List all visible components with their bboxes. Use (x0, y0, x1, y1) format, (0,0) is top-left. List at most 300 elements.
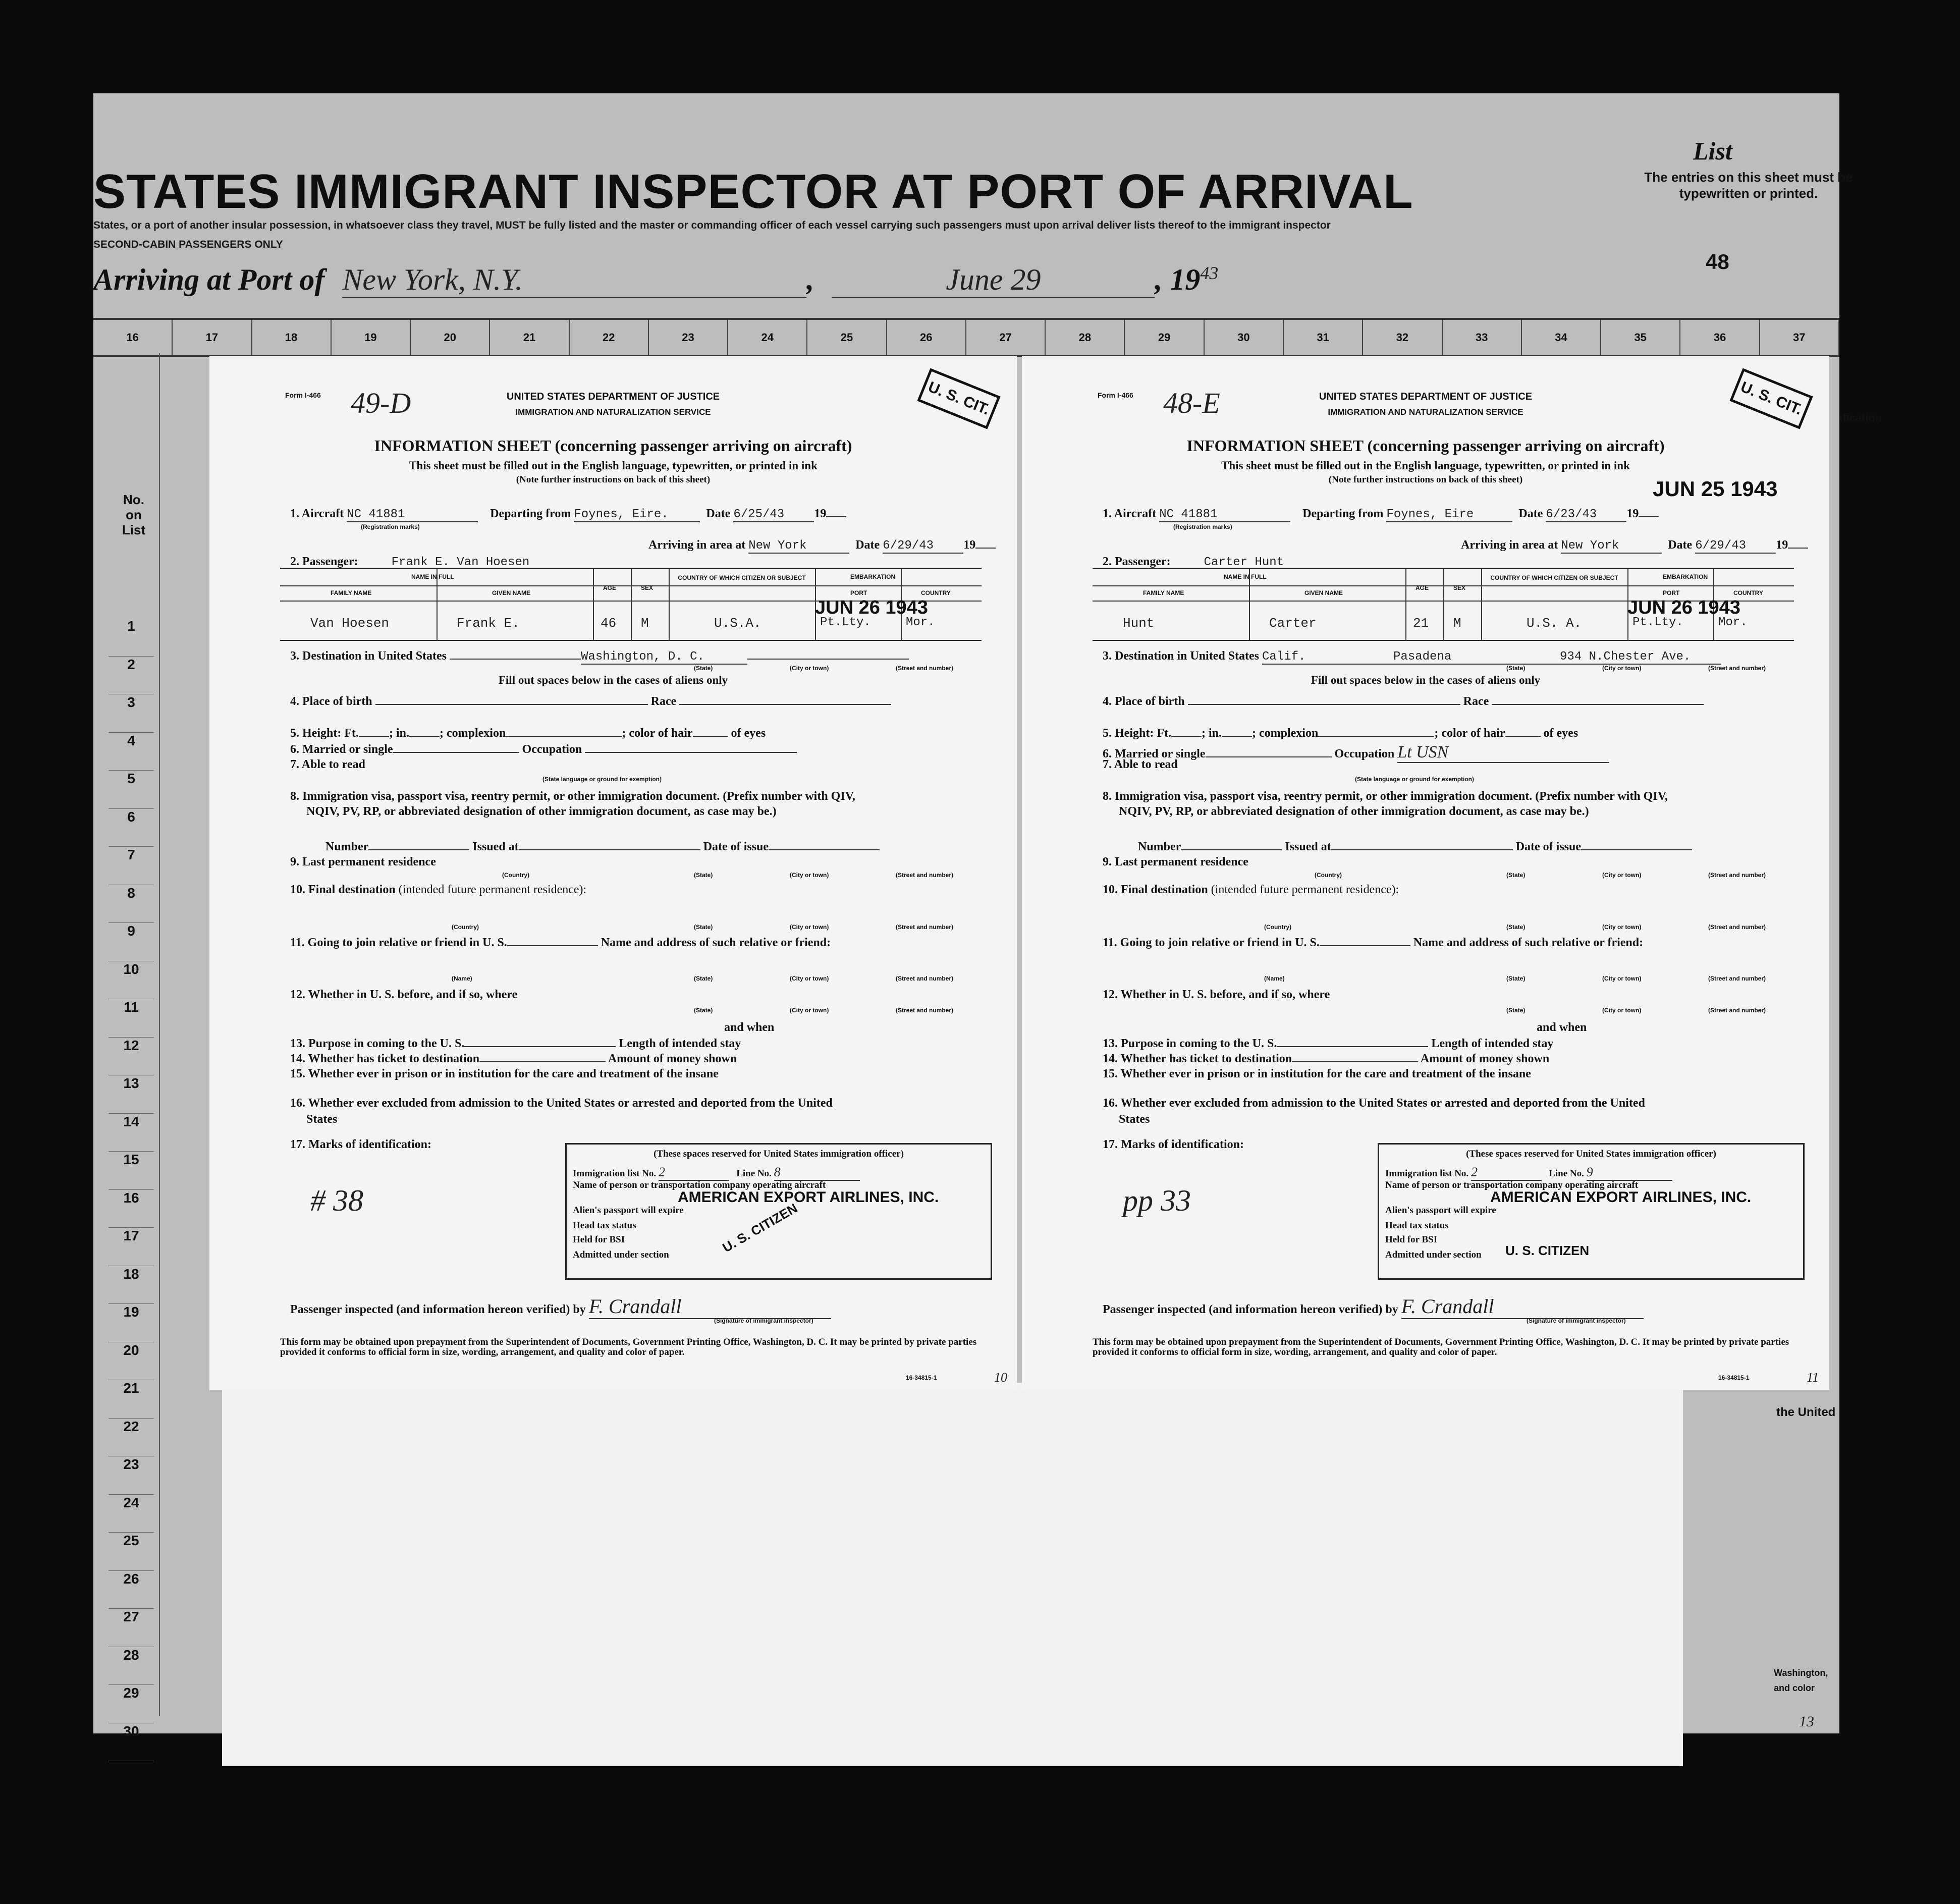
line-and-when (290, 1021, 774, 1035)
state-caption: (State) (694, 923, 713, 931)
prison-label: 15. Whether ever in prison or in institution for the care and treatment of the insane (1103, 1067, 1531, 1080)
final-destination-note: (intended future permanent residence): (398, 883, 587, 896)
service-name: IMMIGRATION AND NATURALIZATION SERVICE (515, 407, 711, 417)
line-aircraft (290, 507, 846, 522)
state-caption: (State) (1506, 1007, 1526, 1014)
handwritten-mark: # 38 (310, 1184, 363, 1217)
held-bsi-label: Held for BSI (1385, 1234, 1438, 1245)
column-number: 31 (1284, 320, 1363, 355)
row-number: 30 (108, 1723, 154, 1762)
row-number: 15 (108, 1152, 154, 1190)
row-number: 18 (108, 1266, 154, 1304)
us-before-label: 12. Whether in U. S. before, and if so, where (1103, 988, 1330, 1001)
header-embarkation: EMBARKATION (1663, 573, 1708, 580)
final-destination-label: 10. Final destination (1103, 883, 1208, 896)
line-no-label: Line No. (1549, 1168, 1584, 1179)
passenger-label: 2. Passenger: (290, 555, 358, 568)
officer-box (1378, 1143, 1805, 1280)
citizenship-value: U.S.A. (714, 616, 761, 631)
divider (159, 353, 160, 1716)
arriving-label: Arriving in area at (1461, 538, 1558, 552)
eyes-label: of eyes (1543, 727, 1578, 740)
street-caption: (Street and number) (1708, 923, 1766, 931)
sheet-heading: INFORMATION SHEET (concerning passenger arriving on aircraft) (374, 437, 852, 455)
destination-state (450, 659, 581, 660)
depart-date: 6/25/43 (733, 508, 814, 522)
column-number: 22 (570, 320, 649, 355)
list-no-label: Immigration list No. (1385, 1168, 1469, 1179)
header-country: COUNTRY (1733, 589, 1763, 596)
margin-text-washington: Washington, (1774, 1668, 1828, 1678)
destination-street (747, 659, 909, 660)
race-label: Race (650, 695, 677, 708)
race-label: Race (1463, 695, 1489, 708)
no-on-list-header: No. on List (122, 492, 146, 537)
arriving-label: Arriving in area at (648, 538, 746, 552)
able-to-read-label: 7. Able to read (1103, 758, 1178, 771)
embarkation-country-value: Mor. (1718, 616, 1748, 629)
hair-label: ; color of hair (1434, 727, 1505, 740)
margin-text-united: the United (1776, 1405, 1836, 1419)
date-of-issue-label: Date of issue (1515, 840, 1582, 853)
street-caption: (Street and number) (896, 1007, 954, 1014)
signature-caption: (Signature of immigrant inspector) (714, 1317, 813, 1324)
row-number: 19 (108, 1304, 154, 1342)
state-caption: (State) (1506, 923, 1526, 931)
column-number: 37 (1760, 320, 1839, 355)
column-number: 36 (1680, 320, 1760, 355)
country-caption: (Country) (1264, 923, 1291, 931)
row-number: 25 (108, 1533, 154, 1571)
excluded-label: 16. Whether ever excluded from admission to the United States or arrested and deported from the United (290, 1097, 833, 1110)
signature-caption: (Signature of immigrant inspector) (1527, 1317, 1626, 1324)
officer-box (565, 1143, 992, 1280)
line-birth (290, 695, 891, 709)
complexion-label: ; complexion (440, 727, 506, 740)
list-no-value: 2 (1471, 1165, 1542, 1181)
destination-city: Pasadena (1393, 650, 1560, 665)
us-citizen-stamp: U. S. CIT. (917, 368, 1000, 429)
row-number: 3 (108, 694, 154, 733)
line-purpose (1103, 1037, 1553, 1051)
row-number: 9 (108, 923, 154, 961)
column-number: 18 (252, 320, 332, 355)
city-caption: (City or town) (1602, 923, 1642, 931)
line-final-destination (290, 883, 586, 897)
visa-line-2: NQIV, PV, RP, or abbreviated designation of other immigration document, as case may be.) (1119, 805, 1589, 818)
visa-line-1: 8. Immigration visa, passport visa, reentry permit, or other immigration document. (Prefix number with QIV, (1103, 790, 1668, 803)
street-caption: (Street and number) (1708, 1007, 1766, 1014)
line-inspected (290, 1294, 831, 1319)
inches-label: ; in. (1201, 727, 1222, 740)
occupation-label: Occupation (1334, 747, 1395, 760)
embarkation-date-stamp: JUN 26 1943 (815, 597, 928, 618)
port-value: Pt.Lty. (820, 616, 871, 629)
inspected-label: Passenger inspected (and information hereon verified) by (1103, 1303, 1398, 1316)
row-number: 11 (108, 999, 154, 1038)
row-number: 26 (108, 1571, 154, 1609)
company-value: AMERICAN EXPORT AIRLINES, INC. (1490, 1189, 1752, 1206)
city-caption: (City or town) (790, 1007, 829, 1014)
inspected-label: Passenger inspected (and information hereon verified) by (290, 1303, 586, 1316)
arrive-date: 6/29/43 (883, 539, 963, 554)
state-caption: (State) (1506, 975, 1526, 982)
column-number: 30 (1205, 320, 1284, 355)
line-join-relative (1103, 936, 1643, 950)
port-value: Pt.Lty. (1632, 616, 1683, 629)
header-embarkation: EMBARKATION (850, 573, 896, 580)
place-of-birth-label: 4. Place of birth (290, 695, 372, 708)
instruction-note: (Note further instructions on back of this sheet) (516, 474, 711, 485)
registration-marks-label: (Registration marks) (361, 523, 420, 530)
year-19: 19 (1776, 538, 1788, 552)
instruction-line: This sheet must be filled out in the English language, typewritten, or printed in ink (409, 459, 818, 472)
city-caption: (City or town) (1602, 665, 1642, 672)
family-name-value: Van Hoesen (310, 616, 390, 631)
excluded-label-2: States (306, 1113, 338, 1126)
state-caption: (State) (694, 1007, 713, 1014)
issued-at-label: Issued at (1285, 840, 1331, 853)
line-married (290, 743, 797, 756)
line-final-destination (1103, 883, 1399, 897)
place-of-birth-label: 4. Place of birth (1103, 695, 1185, 708)
officer-box-title: (These spaces reserved for United States immigration officer) (654, 1149, 904, 1159)
ticket-label: 14. Whether has ticket to destination (290, 1052, 480, 1065)
occupation-value (585, 752, 797, 753)
depart-date: 6/23/43 (1546, 508, 1626, 522)
arriving-label: Arriving at Port of (93, 263, 325, 296)
inspector-signature: F. Crandall (1401, 1294, 1644, 1319)
state-caption: (State) (694, 975, 713, 982)
marital-label: 6. Married or single (1103, 747, 1206, 760)
row-number: 5 (108, 771, 154, 809)
page-number: 48 (1706, 250, 1729, 274)
line-excluded-2 (1103, 1113, 1150, 1126)
header-citizenship: COUNTRY OF WHICH CITIZEN OR SUBJECT (1490, 574, 1618, 581)
passenger-name: Frank E. Van Hoesen (391, 556, 530, 569)
line-height (290, 727, 766, 740)
year-19: 19 (814, 507, 827, 520)
arrive-date: 6/29/43 (1695, 539, 1776, 554)
aircraft-value: NC 41881 (347, 508, 478, 522)
destination-label: 3. Destination in United States (1103, 649, 1260, 663)
purpose-label: 13. Purpose in coming to the U. S. (1103, 1037, 1277, 1050)
city-caption: (City or town) (1602, 975, 1642, 982)
destination-state: Calif. (1262, 650, 1393, 665)
company-label: Name of person or transportation company operating aircraft (573, 1180, 826, 1190)
line-marks (1103, 1138, 1244, 1152)
city-caption: (City or town) (790, 923, 829, 931)
line-passenger (290, 555, 529, 569)
embarkation-date-stamp: JUN 26 1943 (1627, 597, 1740, 618)
instruction-line: This sheet must be filled out in the English language, typewritten, or printed in ink (1221, 459, 1630, 472)
line-prison (1103, 1067, 1531, 1081)
line-prison (290, 1067, 719, 1081)
stay-label: Length of intended stay (1431, 1037, 1554, 1050)
admitted-value-stamp: U. S. CITIZEN (1505, 1243, 1590, 1258)
row-number: 8 (108, 885, 154, 923)
row-number: 21 (108, 1380, 154, 1419)
passenger-table (1093, 568, 1794, 641)
line-join-relative (290, 936, 831, 950)
line-no-value: 9 (1587, 1165, 1672, 1181)
line-destination (290, 649, 909, 665)
header-country: COUNTRY (921, 589, 951, 596)
line-excluded (1103, 1097, 1645, 1110)
line-read (290, 758, 365, 772)
year-19: 19 (1626, 507, 1639, 520)
height-label: 5. Height: Ft. (290, 727, 359, 740)
line-visa-2 (290, 805, 777, 819)
eyes-label: of eyes (731, 727, 766, 740)
header-age: AGE (1415, 584, 1429, 591)
row-number: 14 (108, 1114, 154, 1152)
date-value: June 29 (832, 262, 1155, 298)
margin-text-identification: ification (1839, 411, 1882, 424)
arriving-value: New York (748, 539, 849, 554)
destination-city: Washington, D. C. (581, 650, 747, 665)
row-number: 20 (108, 1342, 154, 1381)
sex-value: M (641, 616, 649, 631)
destination-street: 934 N.Chester Ave. (1560, 650, 1721, 665)
row-number: 17 (108, 1228, 154, 1266)
and-when-label: and when (724, 1021, 775, 1034)
line-visa-1 (1103, 790, 1668, 803)
line-last-residence (1103, 855, 1248, 869)
row-number: 10 (108, 961, 154, 1000)
stay-label: Length of intended stay (619, 1037, 741, 1050)
last-residence-label: 9. Last permanent residence (290, 855, 436, 868)
street-caption: (Street and number) (1708, 975, 1766, 982)
column-number: 20 (411, 320, 490, 355)
manifest-subtitle-2: SECOND-CABIN PASSENGERS ONLY (93, 239, 283, 250)
header-family-name: FAMILY NAME (331, 589, 372, 596)
header-given-name: GIVEN NAME (1304, 589, 1343, 596)
purpose-label: 13. Purpose in coming to the U. S. (290, 1037, 465, 1050)
us-before-label: 12. Whether in U. S. before, and if so, where (290, 988, 518, 1001)
relative-name-label: Name and address of such relative or friend: (1413, 936, 1644, 949)
join-relative-label: 11. Going to join relative or friend in U. S. (1103, 936, 1320, 949)
column-number: 25 (807, 320, 887, 355)
inches-label: ; in. (389, 727, 409, 740)
age-value: 21 (1413, 616, 1429, 631)
column-number: 27 (966, 320, 1046, 355)
handwritten-sheet-id: 49-D (351, 387, 411, 419)
number-label: Number (1138, 840, 1181, 853)
prison-label: 15. Whether ever in prison or in institution for the care and treatment of the insane (290, 1067, 719, 1080)
list-no-label: Immigration list No. (573, 1168, 657, 1179)
header-name-in-full: NAME IN FULL (1224, 573, 1267, 580)
column-number: 32 (1363, 320, 1442, 355)
aircraft-value: NC 41881 (1159, 508, 1290, 522)
line-last-residence (290, 855, 436, 869)
margin-corner-number: 13 (1799, 1713, 1814, 1730)
final-destination-note: (intended future permanent residence): (1211, 883, 1399, 896)
row-number: 13 (108, 1075, 154, 1114)
service-name: IMMIGRATION AND NATURALIZATION SERVICE (1328, 407, 1523, 417)
city-caption: (City or town) (790, 665, 829, 672)
destination-label: 3. Destination in United States (290, 649, 447, 663)
header-port: PORT (1663, 589, 1680, 596)
occupation-value: Lt USN (1397, 743, 1609, 763)
line-arriving (290, 538, 996, 554)
citizenship-value: U.S. A. (1527, 616, 1582, 631)
line-ticket (1103, 1052, 1549, 1066)
form-footer: This form may be obtained upon prepayment from the Superintendent of Documents, Government Printing Office, Washington, D. C. It may be printed by private parties provided it conforms to official form in size, wording, arrangement, and quality and color of paper. (280, 1337, 977, 1357)
company-value: AMERICAN EXPORT AIRLINES, INC. (678, 1189, 939, 1206)
passport-expire-label: Alien's passport will expire (573, 1205, 684, 1216)
instruction-note: (Note further instructions on back of this sheet) (1328, 474, 1523, 485)
passenger-label: 2. Passenger: (1103, 555, 1171, 568)
corner-number: 10 (994, 1370, 1007, 1385)
able-to-read-label: 7. Able to read (290, 758, 365, 771)
line-no-value: 8 (774, 1165, 860, 1181)
header-citizenship: COUNTRY OF WHICH CITIZEN OR SUBJECT (678, 574, 806, 581)
state-caption: (State) (1506, 872, 1526, 879)
visa-line-2: NQIV, PV, RP, or abbreviated designation of other immigration document, as case may be.) (306, 805, 777, 818)
line-read (1103, 758, 1178, 772)
marks-label: 17. Marks of identification: (1103, 1138, 1244, 1151)
occupation-label: Occupation (522, 743, 582, 756)
admitted-label: Admitted under section (1385, 1249, 1482, 1260)
city-caption: (City or town) (790, 975, 829, 982)
row-number: 29 (108, 1685, 154, 1723)
family-name-value: Hunt (1123, 616, 1155, 631)
name-caption: (Name) (452, 975, 472, 982)
us-citizen-stamp: U. S. CIT. (1729, 368, 1813, 429)
name-caption: (Name) (1264, 975, 1285, 982)
street-caption: (Street and number) (1708, 872, 1766, 879)
column-number: 19 (332, 320, 411, 355)
company-label: Name of person or transportation company operating aircraft (1385, 1180, 1639, 1190)
money-label: Amount of money shown (608, 1052, 737, 1065)
form-footer: This form may be obtained upon prepayment from the Superintendent of Documents, Government Printing Office, Washington, D. C. It may be printed by private parties provided it conforms to official form in size, wording, arrangement, and quality and color of paper. (1093, 1337, 1789, 1357)
departing-label: Departing from (1302, 507, 1384, 520)
row-number: 6 (108, 809, 154, 847)
date-of-issue-label: Date of issue (703, 840, 769, 853)
country-caption: (Country) (452, 923, 479, 931)
line-us-before (290, 988, 517, 1002)
passenger-name: Carter Hunt (1204, 556, 1284, 569)
form-number: Form I-466 (1098, 391, 1133, 399)
print-code: 16-34815-1 (906, 1374, 937, 1381)
header-sex: SEX (641, 584, 654, 591)
margin-text-color: and color (1774, 1683, 1815, 1693)
arriving-line: Arriving at Port of New York, N.Y. , June 29 , $19^{43}$ (93, 262, 1218, 298)
hair-label: ; color of hair (622, 727, 693, 740)
year-prefix: 19 (1170, 263, 1201, 296)
line-arriving (1103, 538, 1808, 554)
state-caption: (State) (1506, 665, 1526, 672)
aircraft-label: 1. Aircraft (1103, 507, 1157, 520)
header-port: PORT (850, 589, 867, 596)
line-marks (290, 1138, 431, 1152)
read-note: (State language or ground for exemption) (542, 776, 662, 783)
line-passenger (1103, 555, 1284, 569)
received-date-stamp: JUN 25 1943 (1653, 477, 1778, 501)
column-number: 29 (1125, 320, 1204, 355)
date-label: Date (706, 507, 731, 520)
held-bsi-label: Held for BSI (573, 1234, 625, 1245)
line-excluded (290, 1097, 833, 1110)
join-relative-label: 11. Going to join relative or friend in U. S. (290, 936, 507, 949)
line-us-before (1103, 988, 1330, 1002)
embarkation-country-value: Mor. (906, 616, 935, 629)
column-number: 23 (649, 320, 728, 355)
aliens-only-note: Fill out spaces below in the cases of aliens only (1311, 674, 1541, 686)
line-visa-2 (1103, 805, 1589, 819)
column-number: 33 (1443, 320, 1522, 355)
corner-number: 11 (1807, 1370, 1819, 1385)
excluded-label: 16. Whether ever excluded from admission to the United States or arrested and deported from the United (1103, 1097, 1645, 1110)
row-number: 1 (108, 618, 154, 657)
port-value: New York, N.Y. (342, 262, 806, 298)
row-number: 24 (108, 1495, 154, 1533)
head-tax-label: Head tax status (573, 1220, 636, 1231)
date-label: Date (1518, 507, 1543, 520)
city-caption: (City or town) (1602, 1007, 1642, 1014)
column-number: 35 (1601, 320, 1680, 355)
country-caption: (Country) (502, 872, 529, 879)
street-caption: (Street and number) (896, 975, 954, 982)
information-sheet (209, 356, 1017, 1390)
marks-label: 17. Marks of identification: (290, 1138, 431, 1151)
given-name-value: Frank E. (457, 616, 520, 631)
row-number: 12 (108, 1038, 154, 1076)
department-name: UNITED STATES DEPARTMENT OF JUSTICE (1319, 391, 1533, 402)
registration-marks-label: (Registration marks) (1173, 523, 1232, 530)
height-label: 5. Height: Ft. (1103, 727, 1171, 740)
date-label: Date (1668, 538, 1693, 552)
year-suffix: 43 (1200, 263, 1219, 283)
column-number: 26 (887, 320, 966, 355)
column-number: 28 (1046, 320, 1125, 355)
money-label: Amount of money shown (1420, 1052, 1550, 1065)
relative-name-label: Name and address of such relative or friend: (601, 936, 831, 949)
street-caption: (Street and number) (1708, 665, 1766, 672)
age-value: 46 (601, 616, 617, 631)
aliens-only-note: Fill out spaces below in the cases of aliens only (498, 674, 728, 686)
handwritten-mark: pp 33 (1123, 1184, 1191, 1217)
city-caption: (City or town) (790, 872, 829, 879)
row-number: 16 (108, 1190, 154, 1228)
print-code: 16-34815-1 (1718, 1374, 1750, 1381)
line-birth (1103, 695, 1704, 709)
column-number: 34 (1522, 320, 1601, 355)
line-excluded-2 (290, 1113, 337, 1126)
ticket-label: 14. Whether has ticket to destination (1103, 1052, 1292, 1065)
departing-value: Foynes, Eire (1386, 508, 1512, 522)
street-caption: (Street and number) (896, 923, 954, 931)
column-number: 16 (93, 320, 173, 355)
given-name-value: Carter (1269, 616, 1317, 631)
and-when-label: and when (1537, 1021, 1587, 1034)
line-document-number (1103, 840, 1692, 854)
entries-note: The entries on this sheet must be typewritten or printed. (1644, 170, 1853, 201)
year-19: 19 (963, 538, 976, 552)
line-aircraft (1103, 507, 1659, 522)
inspector-signature: F. Crandall (589, 1294, 831, 1319)
admitted-value-stamp: U. S. CITIZEN (720, 1200, 800, 1256)
complexion-label: ; complexion (1252, 727, 1319, 740)
date-label: Date (855, 538, 880, 552)
departing-value: Foynes, Eire. (574, 508, 700, 522)
handwritten-sheet-id: 48-E (1163, 387, 1220, 419)
row-numbers (108, 618, 154, 1761)
row-number: 2 (108, 657, 154, 695)
marital-label: 6. Married or single (290, 743, 393, 756)
header-name-in-full: NAME IN FULL (411, 573, 454, 580)
